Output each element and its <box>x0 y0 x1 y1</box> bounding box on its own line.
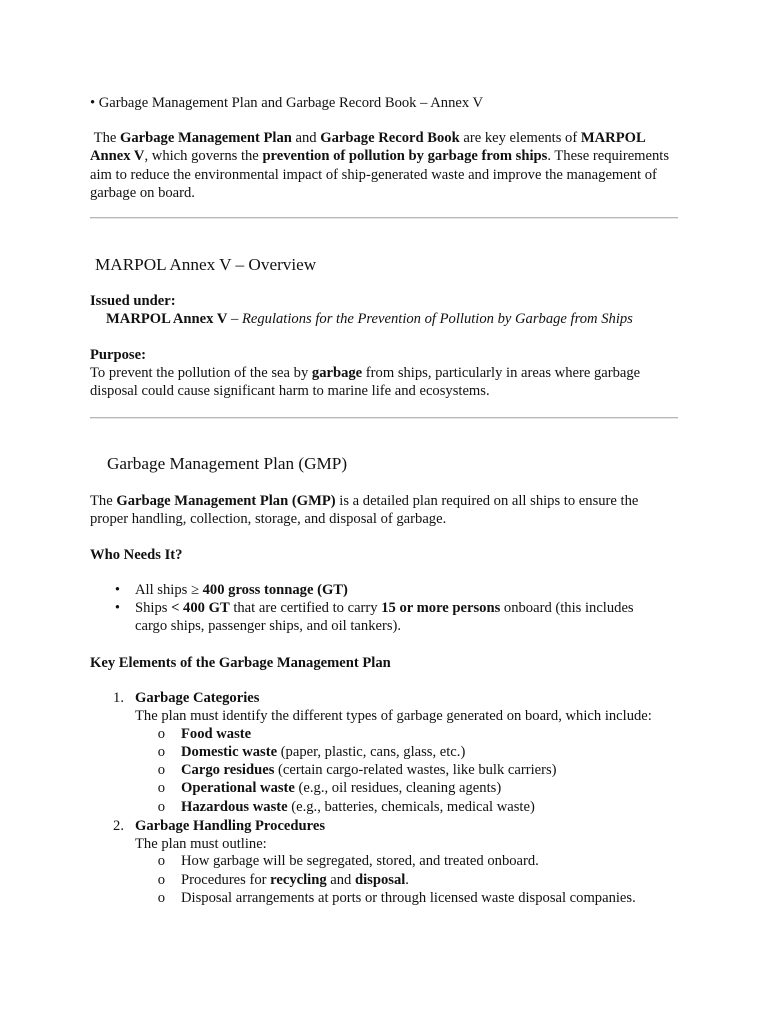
who-item-1: All ships ≥ 400 gross tonnage (GT) <box>135 582 348 598</box>
gmp-paragraph: The Garbage Management Plan (GMP) is a detailed plan required on all ships to ensure the proper handling, collection, storage, and disposal of garbage. <box>90 493 639 528</box>
intro-bullet-line: • Garbage Management Plan and Garbage Record Book – Annex V <box>90 95 484 111</box>
who-item-2: Ships < 400 GT that are certified to carry 15 or more persons onboard (this includes <box>135 600 634 616</box>
issued-value: MARPOL Annex V – Regulations for the Prevention of Pollution by Garbage from Ships <box>106 311 633 327</box>
section-heading-gmp: Garbage Management Plan (GMP) <box>107 454 348 473</box>
key-elements-label: Key Elements of the Garbage Management Plan <box>90 655 391 671</box>
section-heading-overview: MARPOL Annex V – Overview <box>95 255 317 274</box>
issued-label: Issued under: <box>90 293 176 309</box>
sub-bullet-marker: o <box>157 799 165 815</box>
sub-bullet-marker: o <box>157 872 165 888</box>
item-2-description: The plan must outline: <box>135 836 267 852</box>
sub-bullet-marker: o <box>157 890 165 906</box>
sub-bullet-marker: o <box>157 726 165 742</box>
purpose-text: To prevent the pollution of the sea by garbage from ships, particularly in areas where garbage disposal could cause significant harm to marine life and ecosystems. <box>90 365 641 400</box>
bullet-marker: • <box>114 582 120 598</box>
sub-bullet-marker: o <box>157 762 165 778</box>
item-2-title: Garbage Handling Procedures <box>135 818 325 834</box>
intro-paragraph: The Garbage Management Plan and Garbage Record Book are key elements of MARPOL Annex V, which governs the prevention of pollution by garbage from ships. These requirements aim to reduce the environmental impact of ship-generated waste and improve the management of garbage on board. <box>90 130 673 201</box>
category-cargo-residues: Cargo residues (certain cargo-related wastes, like bulk carriers) <box>181 762 557 778</box>
sub-bullet-marker: o <box>157 853 165 869</box>
item-1-title: Garbage Categories <box>135 690 260 706</box>
who-item-2-cont: cargo ships, passenger ships, and oil tankers). <box>135 618 402 634</box>
category-hazardous-waste: Hazardous waste (e.g., batteries, chemicals, medical waste) <box>181 799 535 815</box>
list-number: 1. <box>113 690 124 706</box>
who-needs-label: Who Needs It? <box>90 547 183 563</box>
sub-bullet-marker: o <box>157 744 165 760</box>
category-domestic-waste: Domestic waste (paper, plastic, cans, glass, etc.) <box>181 744 466 760</box>
divider <box>90 217 678 219</box>
procedure-item-1: How garbage will be segregated, stored, and treated onboard. <box>181 853 539 869</box>
bullet-marker: • <box>114 600 120 616</box>
list-number: 2. <box>113 818 124 834</box>
sub-bullet-marker: o <box>157 780 165 796</box>
category-food-waste: Food waste <box>181 726 252 742</box>
item-1-description: The plan must identify the different types of garbage generated on board, which include: <box>135 708 652 724</box>
procedure-item-2: Procedures for recycling and disposal. <box>181 872 409 888</box>
purpose-label: Purpose: <box>90 347 146 363</box>
divider <box>90 417 678 419</box>
category-operational-waste: Operational waste (e.g., oil residues, cleaning agents) <box>181 780 502 796</box>
procedure-item-3: Disposal arrangements at ports or through licensed waste disposal companies. <box>181 890 636 906</box>
